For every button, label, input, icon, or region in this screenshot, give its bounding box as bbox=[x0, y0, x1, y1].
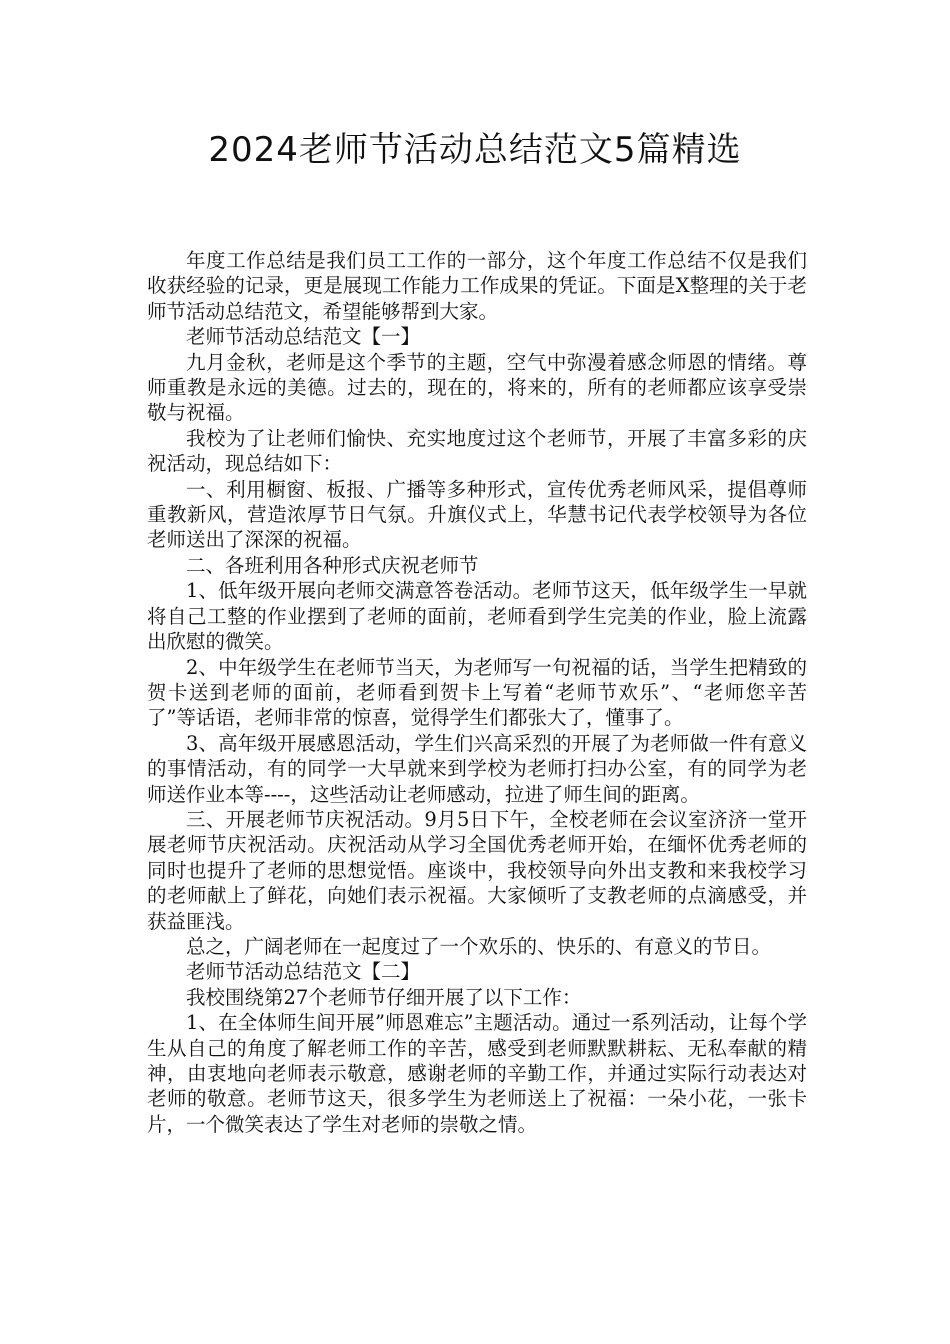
body-paragraph: 我校为了让老师们愉快、充实地度过这个老师节，开展了丰富多彩的庆祝活动，现总结如下： bbox=[147, 426, 807, 476]
body-paragraph: 我校围绕第27个老师节仔细开展了以下工作： bbox=[186, 985, 582, 1009]
body-paragraph: 总之，广阔老师在一起度过了一个欢乐的、快乐的、有意义的节日。 bbox=[186, 934, 772, 958]
intro-paragraph: 年度工作总结是我们员工工作的一部分，这个年度工作总结不仅是我们收获经验的记录，更是展现工作能力工作成果的凭证。下面是X整理的关于老师节活动总结范文，希望能够帮到大家。 bbox=[147, 249, 807, 323]
document-body bbox=[147, 248, 807, 1137]
body-paragraph: 三、开展老师节庆祝活动。9月5日下午，全校老师在会议室济济一堂开展老师节庆祝活动。庆祝活动从学习全国优秀老师开始，在缅怀优秀老师的同时也提升了老师的思想觉悟。座谈中，我校领导向外出支教和来我校学习的老师献上了鲜花，向她们表示祝福。大家倾听了支教老师的点滴感受，并获益匪浅。 bbox=[147, 807, 807, 933]
body-paragraph: 3、高年级开展感恩活动，学生们兴高采烈的开展了为老师做一件有意义的事情活动，有的同学一大早就来到学校为老师打扫办公室，有的同学为老师送作业本等----，这些活动让老师感动，拉进了师生间的距离。 bbox=[147, 731, 807, 806]
body-paragraph: 2、中年级学生在老师节当天，为老师写一句祝福的话，当学生把精致的贺卡送到老师的面前，老师看到贺卡上写着“老师节欢乐”、“老师您辛苦了”等话语，老师非常的惊喜，觉得学生们都张大了，懂事了。 bbox=[147, 655, 807, 730]
body-paragraph: 九月金秋，老师是这个季节的主题，空气中弥漫着感念师恩的情绪。尊师重教是永远的美德。过去的，现在的，将来的，所有的老师都应该享受崇敬与祝福。 bbox=[147, 350, 807, 425]
body-paragraph: 一、利用橱窗、板报、广播等多种形式，宣传优秀老师风采，提倡尊师重教新风，营造浓厚节日气氛。升旗仪式上，华慧书记代表学校领导为各位老师送出了深深的祝福。 bbox=[147, 477, 807, 552]
section-heading-two: 老师节活动总结范文【二】 bbox=[186, 960, 421, 984]
body-paragraph: 1、在全体师生间开展”师恩难忘”主题活动。通过一系列活动，让每个学生从自己的角度了解老师工作的辛苦，感受到老师默默耕耘、无私奉献的精神，由衷地向老师表示敬意，感谢老师的辛勤工作，并通过实际行动表达对老师的敬意。老师节这天，很多学生为老师送上了祝福：一朵小花，一张卡片，一个微笑表达了学生对老师的崇敬之情。 bbox=[147, 1011, 807, 1136]
section-heading-one: 老师节活动总结范文【一】 bbox=[186, 325, 421, 349]
document-title: 2024老师节活动总结范文5篇精选 bbox=[208, 130, 742, 170]
subheading: 二、各班利用各种形式庆祝老师节 bbox=[186, 553, 479, 577]
body-paragraph: 1、低年级开展向老师交满意答卷活动。老师节这天，低年级学生一早就将自己工整的作业摆到了老师的面前，老师看到学生完美的作业，脸上流露出欣慰的微笑。 bbox=[147, 579, 807, 654]
